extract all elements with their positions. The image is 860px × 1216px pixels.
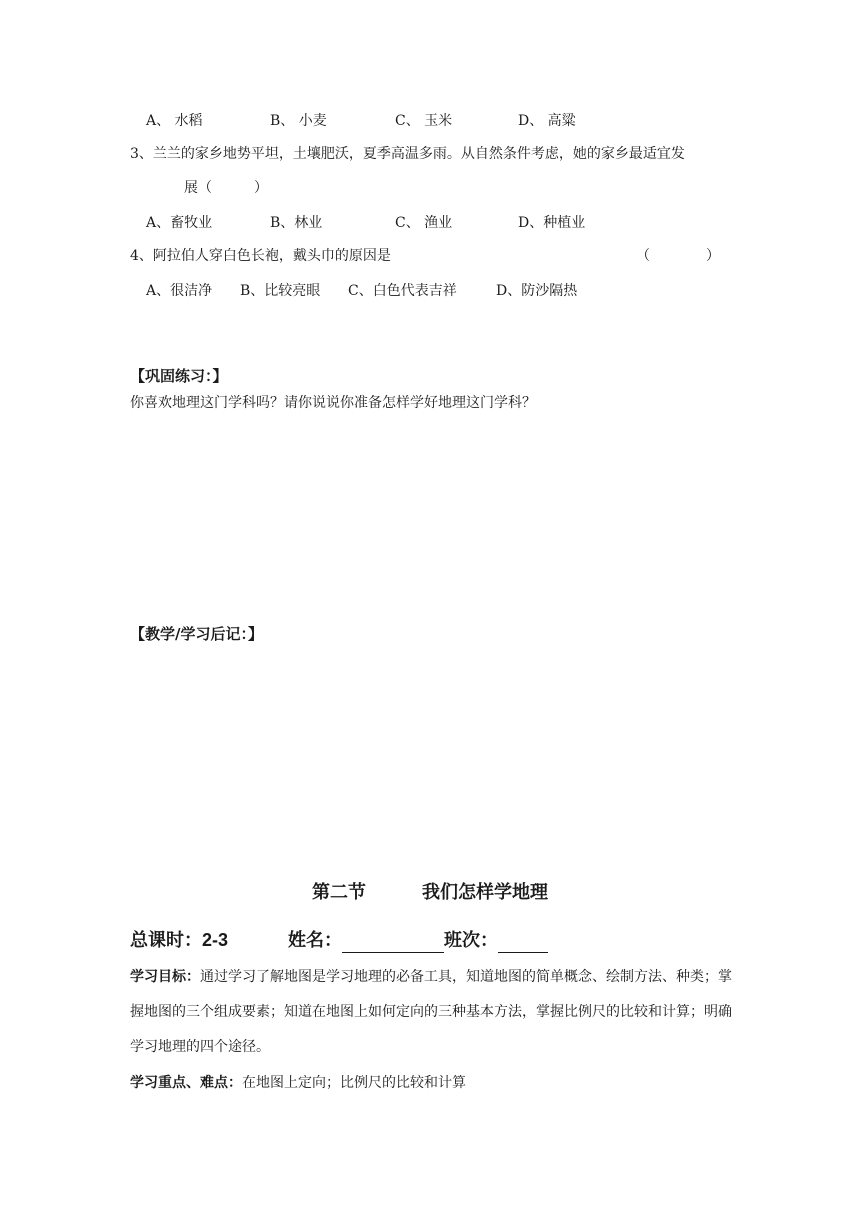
q4-stem: 4、阿拉伯人穿白色长袍，戴头巾的原因是 <box>130 248 391 264</box>
goals-text: 通过学习了解地图是学习地理的必备工具，知道地图的简单概念、绘制方法、种类；掌握地图的三个组成要素；知道在地图上如何定向的三种基本方法，掌握比例尺的比较和计算；明确学习地理的四个途径。 <box>130 969 732 1055</box>
focus-label: 学习重点、难点： <box>130 1075 242 1091</box>
q2-option-a: A、 水稻 <box>146 113 203 129</box>
q3-option-b: B、林业 <box>270 215 323 231</box>
name-label: 姓名： <box>288 930 343 950</box>
q4-option-b: B、比较亮眼 <box>240 283 321 299</box>
consolidate-question: 你喜欢地理这门学科吗？请你说说你准备怎样学好地理这门学科？ <box>130 395 536 411</box>
class-blank[interactable] <box>498 932 548 953</box>
q2-option-b: B、 小麦 <box>270 113 327 129</box>
total-hours: 总课时：2-3 <box>130 930 229 950</box>
notes-heading: 【教学/学习后记：】 <box>130 625 263 643</box>
q2-option-d: D、 高粱 <box>518 113 576 129</box>
section-title <box>0 880 860 906</box>
key-points <box>130 1066 735 1101</box>
q3-stem-continued: 展（ ） <box>184 180 268 196</box>
section-name: 我们怎样学地理 <box>422 882 548 903</box>
q4-option-c: C、白色代表吉祥 <box>348 283 457 299</box>
q3-stem: 3、兰兰的家乡地势平坦，土壤肥沃，夏季高温多雨。从自然条件考虑，她的家乡最适宜发 <box>130 146 685 162</box>
goals-label: 学习目标： <box>130 969 200 985</box>
consolidate-heading: 【巩固练习：】 <box>130 367 228 385</box>
learning-goals <box>130 960 735 1065</box>
focus-text: 在地图上定向；比例尺的比较和计算 <box>242 1075 466 1091</box>
class-label: 班次： <box>444 930 499 950</box>
name-blank[interactable] <box>342 932 444 953</box>
q4-answer-paren: （ ） <box>636 248 720 264</box>
lesson-info-line <box>130 927 548 953</box>
q3-option-d: D、种植业 <box>518 215 586 231</box>
section-number: 第二节 <box>312 882 366 903</box>
q3-option-c: C、 渔业 <box>395 215 453 231</box>
q4-option-a: A、很洁净 <box>146 283 213 299</box>
q3-option-a: A、畜牧业 <box>146 215 213 231</box>
q4-option-d: D、防沙隔热 <box>496 283 578 299</box>
q2-option-c: C、 玉米 <box>395 113 453 129</box>
